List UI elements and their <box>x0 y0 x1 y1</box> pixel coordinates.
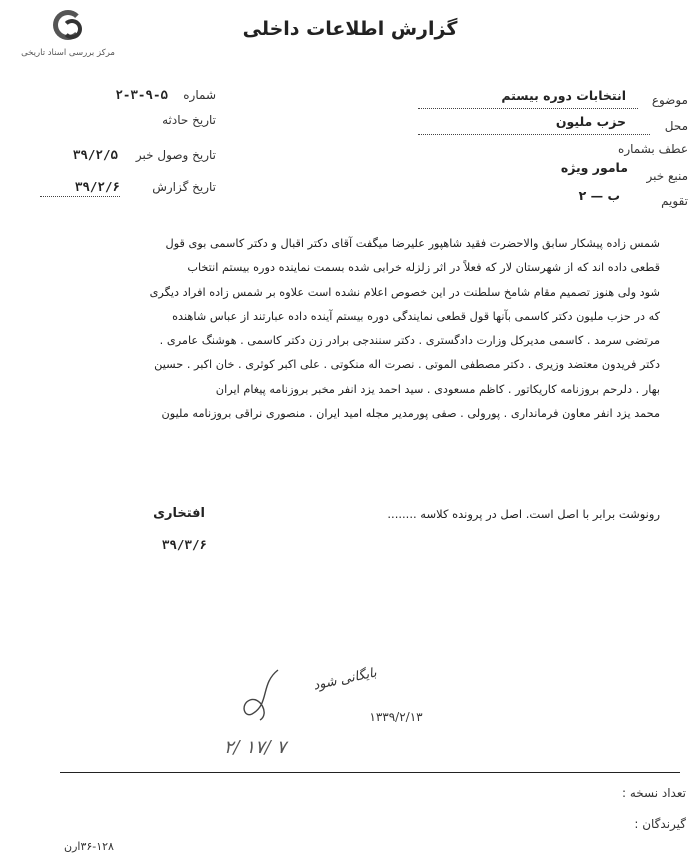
incident-date-label: تاریخ حادثه <box>162 113 216 127</box>
archive-logo <box>18 8 118 72</box>
rating-value: ب — ۲ <box>578 188 620 203</box>
archive-logo-text: مرکز بررسی اسناد تاریخی <box>21 48 115 58</box>
body-line: که در حزب ملیون دکتر کاسمی بآنها قول قطعی نمایندگی دوره بیستم آینده داده عبارتند از عباس شاهنده <box>172 309 660 323</box>
location-label: محل <box>664 119 688 133</box>
handwritten-lower-scribble: ۲/ ۱۷/ ۷ <box>223 737 287 758</box>
report-body <box>40 232 660 426</box>
handwritten-date-stamp: ۱۳۳۹/۲/۱۳ <box>369 710 423 724</box>
report-date-value: ۳۹/۲/۶ <box>74 179 120 194</box>
footer-divider <box>60 772 680 773</box>
received-date-label: تاریخ وصول خبر <box>135 148 216 162</box>
subject-label: موضوع <box>651 93 688 107</box>
source-label: منبع خبر <box>646 169 688 183</box>
signature-name: افتخاری <box>153 506 205 521</box>
subject-value: انتخابات دوره بیستم <box>501 88 626 103</box>
body-line: شود ولی هنوز تصمیم مقام شامخ سلطنت در این خصوص اعلام نشده است علاوه بر شمس زاده افراد دیگری <box>149 285 660 299</box>
report-date-label: تاریخ گزارش <box>152 180 216 194</box>
rating-label: تقویم <box>661 194 688 208</box>
copy-note: رونوشت برابر با اصل است. اصل در پرونده کلاسه ........ <box>387 507 660 521</box>
copies-count-label: تعداد نسخه : <box>621 786 686 800</box>
number-value: ۲-۳-۹-۵ <box>115 87 168 102</box>
handwritten-note: بایگانی شود <box>311 665 379 694</box>
recipients-label: گیرندگان : <box>634 817 686 831</box>
received-date-value: ۳۹/۲/۵ <box>72 147 118 162</box>
location-line <box>418 134 650 135</box>
body-line: بهار . دلرحم بروزنامه کاریکاتور . کاظم مسعودی . سید احمد یزد انفر مخبر بروزنامه پیغام ایران <box>215 382 660 396</box>
handwritten-signature-scribble <box>230 664 290 724</box>
form-title: گزارش اطلاعات داخلی <box>242 18 458 40</box>
body-line: مرتضی سرمد . کاسمی مدیرکل وزارت دادگستری . دکتر سنندجی برادر زن دکتر کاسمی . هوشنگ عامری . <box>159 334 660 348</box>
body-line: قطعی داده اند که از شهرستان لار که فعلاً در اثر زلزله خرابی شده بسمت نماینده دوره بیستم انتخاب <box>187 261 660 275</box>
number-label: شماره <box>183 88 216 102</box>
signature-date: ۳۹/۳/۶ <box>161 537 207 552</box>
body-line: محمد یزد انفر معاون فرمانداری . پورولی . صفی پورمدیر مجله امید ایران . منصوری نراقی بروزنامه ملیون <box>161 407 660 421</box>
source-value: مامور ویژه <box>560 160 628 175</box>
location-value: حزب ملیون <box>555 114 626 129</box>
form-code: ۳۶-۱۲۸ارن <box>64 840 114 853</box>
body-line: دکتر فریدون معتضد وزیری . دکتر مصطفی الموتی . نصرت اله منکوتی . علی اکبر کوثری . خان اکبر . حسین <box>154 358 660 372</box>
archive-emblem-icon <box>53 10 83 40</box>
subject-line <box>418 108 638 109</box>
body-line: شمس زاده پیشکار سابق والاحضرت فقید شاهپور علیرضا میگفت آقای دکتر اقبال و دکتر کاسمی بوی قول <box>165 237 660 250</box>
reference-label: عطف بشماره <box>618 142 688 156</box>
report-date-line <box>40 196 120 197</box>
